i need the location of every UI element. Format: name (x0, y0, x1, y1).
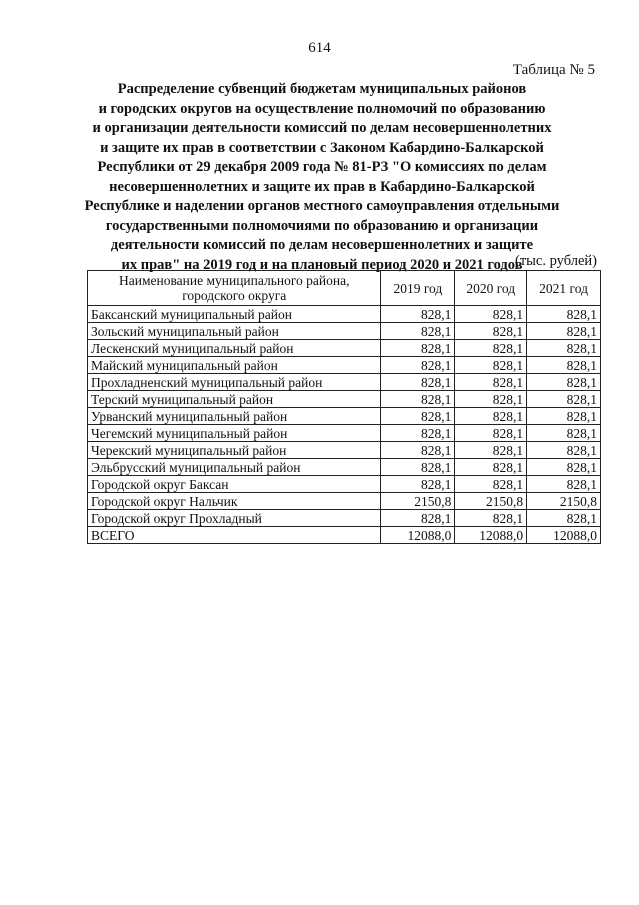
row-name: Зольский муниципальный район (88, 323, 381, 340)
value-2020: 828,1 (455, 306, 527, 323)
column-header-name (88, 271, 381, 306)
row-name: Эльбрусский муниципальный район (88, 459, 381, 476)
value-2019: 828,1 (381, 442, 455, 459)
table-header-row (88, 271, 601, 306)
value-2019: 828,1 (381, 306, 455, 323)
value-2019: 828,1 (381, 425, 455, 442)
column-header-name-line2: городского округа (182, 288, 287, 303)
table-row (88, 476, 601, 493)
table-row (88, 459, 601, 476)
value-2021: 828,1 (527, 391, 601, 408)
table-row (88, 357, 601, 374)
row-name: Баксанский муниципальный район (88, 306, 381, 323)
title-line: Распределение субвенций бюджетам муниципальных районов (117, 81, 527, 97)
value-2019: 828,1 (381, 408, 455, 425)
value-2020: 828,1 (455, 425, 527, 442)
value-2019: 828,1 (381, 323, 455, 340)
title-line: Республики от 29 декабря 2009 года № 81-РЗ "О комиссиях по делам (97, 159, 547, 175)
value-2019: 828,1 (381, 476, 455, 493)
table-row (88, 306, 601, 323)
units-label: (тыс. рублей) (515, 253, 597, 269)
total-label: ВСЕГО (88, 527, 381, 544)
value-2021: 828,1 (527, 476, 601, 493)
value-2019: 828,1 (381, 374, 455, 391)
value-2020: 2150,8 (455, 493, 527, 510)
row-name: Урванский муниципальный район (88, 408, 381, 425)
title-line: и защите их прав в соответствии с Законом Кабардино-Балкарской (100, 139, 544, 156)
value-2021: 828,1 (527, 340, 601, 357)
value-2020: 828,1 (455, 476, 527, 493)
value-2021: 828,1 (527, 357, 601, 374)
column-header-2019: 2019 год (381, 271, 455, 306)
value-2021: 828,1 (527, 510, 601, 527)
value-2019: 828,1 (381, 510, 455, 527)
total-2019: 12088,0 (381, 527, 455, 544)
value-2020: 828,1 (455, 510, 527, 527)
total-2021: 12088,0 (527, 527, 601, 544)
table-row (88, 340, 601, 357)
row-name: Городской округ Баксан (88, 476, 381, 493)
row-name: Майский муниципальный район (88, 357, 381, 374)
row-name: Чегемский муниципальный район (88, 425, 381, 442)
title-line: государственными полномочиями по образованию и организации (105, 217, 539, 234)
value-2020: 828,1 (455, 408, 527, 425)
title-line: и городских округов на осуществление полномочий по образованию (98, 100, 546, 117)
value-2020: 828,1 (455, 374, 527, 391)
value-2020: 828,1 (455, 323, 527, 340)
row-name: Терский муниципальный район (88, 391, 381, 408)
value-2021: 828,1 (527, 408, 601, 425)
title-line: Республике и наделении органов местного самоуправления отдельными (84, 198, 560, 214)
column-header-2020: 2020 год (455, 271, 527, 306)
total-2020: 12088,0 (455, 527, 527, 544)
row-name: Прохладненский муниципальный район (88, 374, 381, 391)
table-row (88, 510, 601, 527)
column-header-2021: 2021 год (527, 271, 601, 306)
title-line: и организации деятельности комиссий по делам несовершеннолетних (92, 120, 552, 136)
table-row (88, 391, 601, 408)
table-row (88, 493, 601, 510)
row-name: Городской округ Нальчик (88, 493, 381, 510)
value-2021: 828,1 (527, 306, 601, 323)
value-2019: 828,1 (381, 340, 455, 357)
value-2020: 828,1 (455, 357, 527, 374)
value-2020: 828,1 (455, 340, 527, 357)
table-total-row (88, 527, 601, 544)
value-2020: 828,1 (455, 391, 527, 408)
row-name: Черекский муниципальный район (88, 442, 381, 459)
value-2021: 828,1 (527, 425, 601, 442)
row-name: Городской округ Прохладный (88, 510, 381, 527)
value-2021: 828,1 (527, 323, 601, 340)
row-name: Лескенский муниципальный район (88, 340, 381, 357)
title-line: несовершеннолетних и защите их прав в Кабардино-Балкарской (109, 178, 535, 195)
title-line: деятельности комиссий по делам несовершеннолетних и защите (110, 237, 534, 253)
column-header-name-line1: Наименование муниципального района, (118, 273, 350, 288)
value-2020: 828,1 (455, 459, 527, 476)
table-row (88, 323, 601, 340)
value-2020: 828,1 (455, 442, 527, 459)
value-2021: 828,1 (527, 442, 601, 459)
page-number: 614 (308, 40, 331, 56)
subvention-table (87, 270, 601, 544)
value-2019: 828,1 (381, 391, 455, 408)
table-row (88, 425, 601, 442)
value-2021: 828,1 (527, 459, 601, 476)
value-2021: 828,1 (527, 374, 601, 391)
table-row (88, 408, 601, 425)
table-row (88, 374, 601, 391)
value-2019: 828,1 (381, 357, 455, 374)
value-2021: 2150,8 (527, 493, 601, 510)
document-title (82, 80, 562, 275)
title-line: их прав" на 2019 год и на плановый период 2020 и 2021 годов (121, 256, 523, 273)
table-label: Таблица № 5 (512, 62, 595, 78)
value-2019: 2150,8 (381, 493, 455, 510)
table-row (88, 442, 601, 459)
value-2019: 828,1 (381, 459, 455, 476)
